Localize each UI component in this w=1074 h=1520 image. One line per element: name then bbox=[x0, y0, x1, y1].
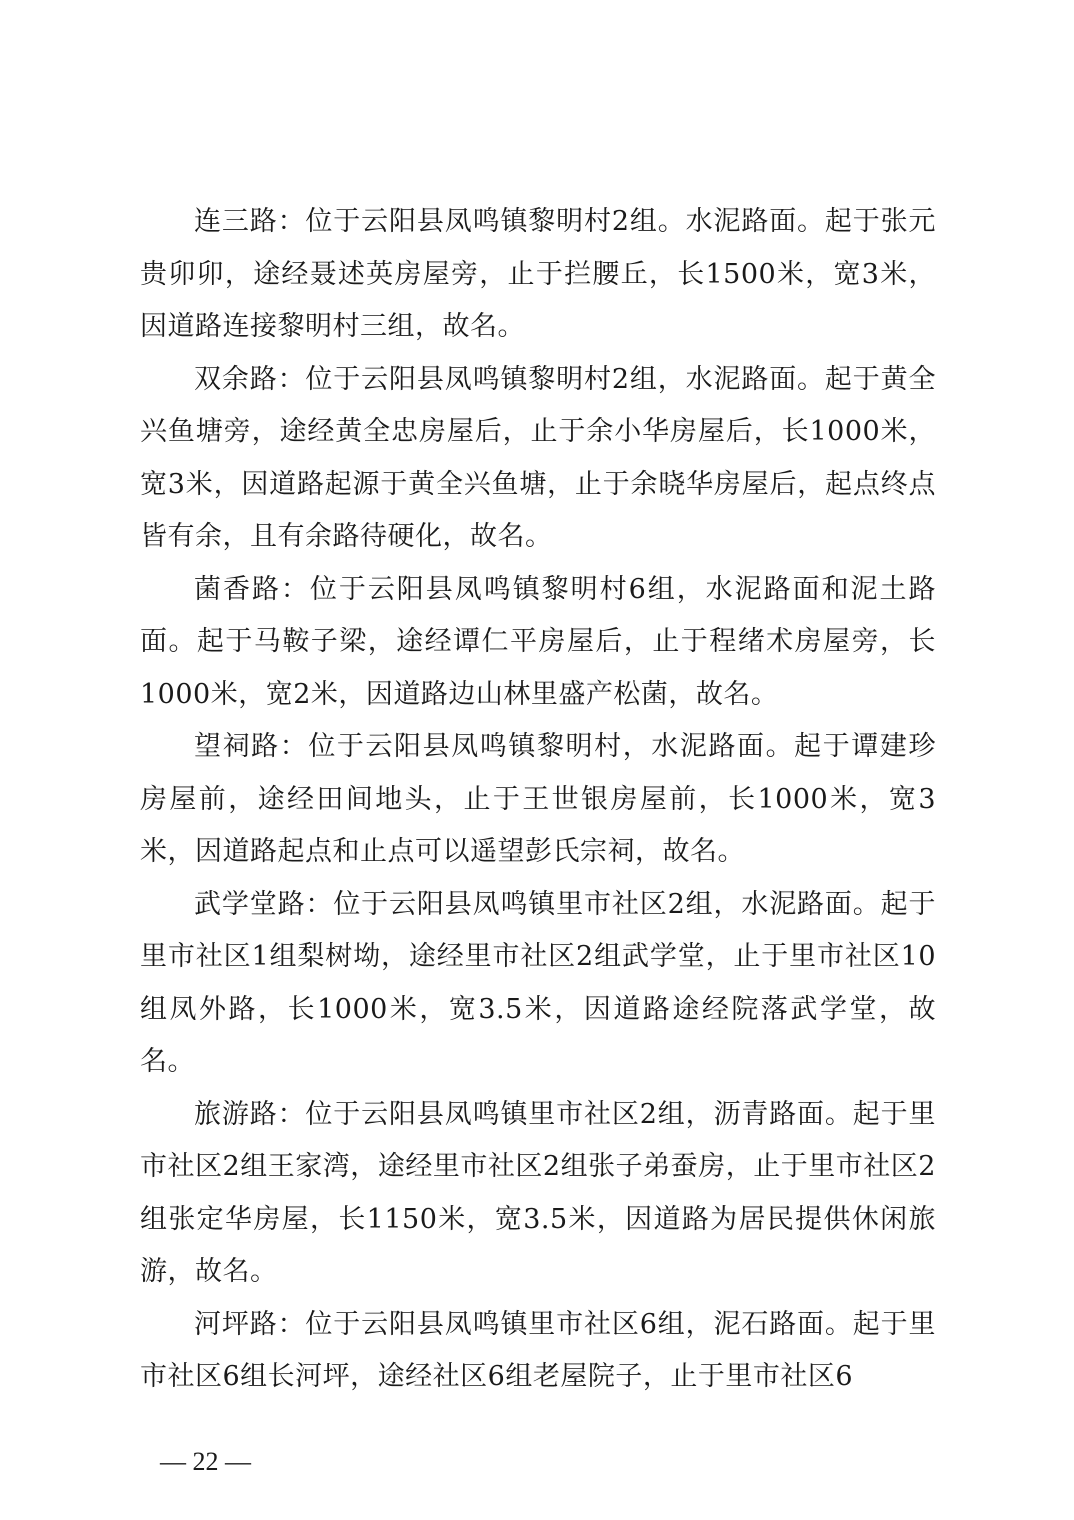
road-entry-heping: 河坪路：位于云阳县凤鸣镇里市社区6组，泥石路面。起于里市社区6组长河坪，途经社区6组老屋院子，止于里市社区6 bbox=[140, 1308, 936, 1392]
road-entry-wuxuetang: 武学堂路：位于云阳县凤鸣镇里市社区2组，水泥路面。起于里市社区1组梨树坳，途经里市社区2组武学堂，止于里市社区10组凤外路，长1000米，宽3.5米，因道路途经院落武学堂，故名。 bbox=[140, 888, 936, 1077]
road-entry-wangci: 望祠路：位于云阳县凤鸣镇黎明村，水泥路面。起于谭建珍房屋前，途经田间地头，止于王世银房屋前，长1000米，宽3米，因道路起点和止点可以遥望彭氏宗祠，故名。 bbox=[140, 731, 936, 867]
road-entry-shuangyu: 双余路：位于云阳县凤鸣镇黎明村2组，水泥路面。起于黄全兴鱼塘旁，途经黄全忠房屋后，止于余小华房屋后，长1000米，宽3米，因道路起源于黄全兴鱼塘，止于余晓华房屋后，起点终点皆有余，且有余路待硬化，故名。 bbox=[140, 363, 936, 552]
road-entry-liansan: 连三路：位于云阳县凤鸣镇黎明村2组。水泥路面。起于张元贵卯卯，途经聂述英房屋旁，止于拦腰丘，长1500米，宽3米，因道路连接黎明村三组，故名。 bbox=[140, 206, 936, 342]
page-number: — 22 — bbox=[160, 1447, 251, 1476]
road-entry-junxiang: 菌香路：位于云阳县凤鸣镇黎明村6组，水泥路面和泥土路面。起于马鞍子梁，途经谭仁平房屋后，止于程绪术房屋旁，长1000米，宽2米，因道路边山林里盛产松菌，故名。 bbox=[140, 573, 936, 710]
document-body bbox=[140, 196, 936, 1404]
road-entry-lvyou: 旅游路：位于云阳县凤鸣镇里市社区2组，沥青路面。起于里市社区2组王家湾，途经里市社区2组张子弟蚕房，止于里市社区2组张定华房屋，长1150米，宽3.5米，因道路为居民提供休闲旅游，故名。 bbox=[140, 1098, 936, 1287]
